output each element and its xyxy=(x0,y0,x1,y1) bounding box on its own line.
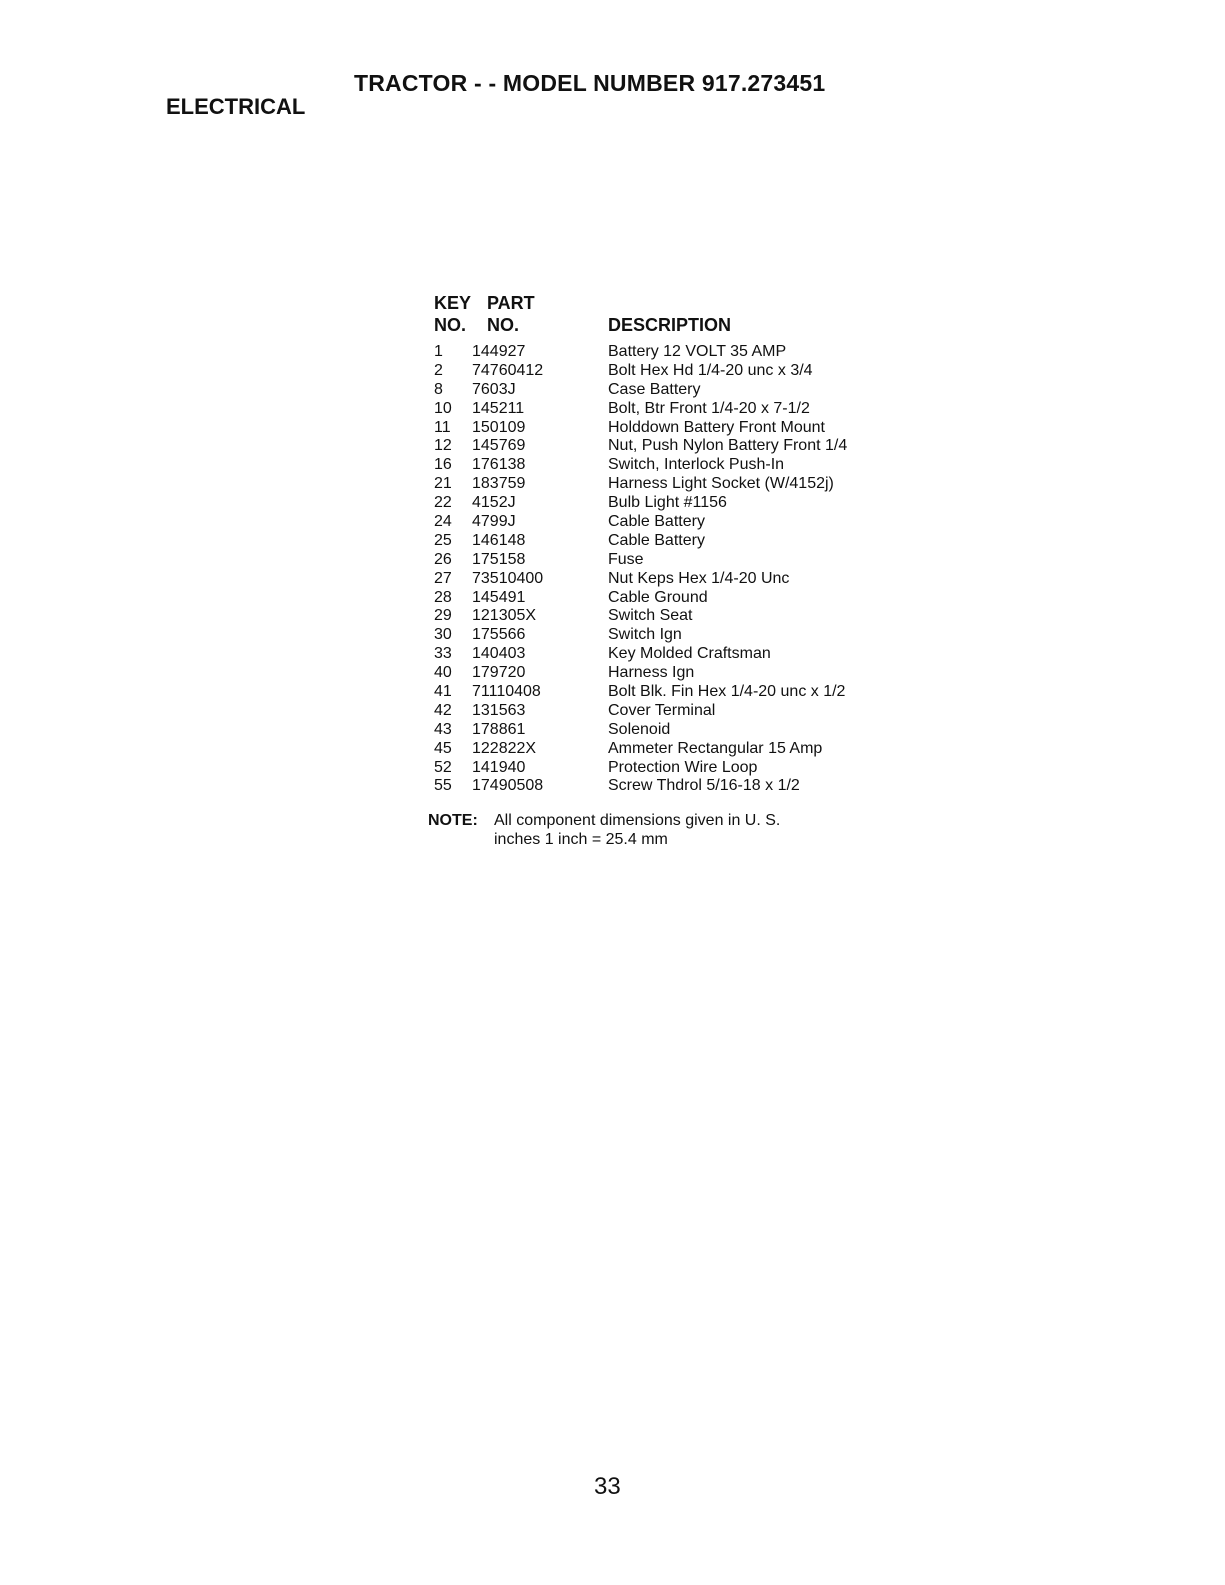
part-no: 141940 xyxy=(472,758,526,776)
part-description: Case Battery xyxy=(608,380,701,398)
part-description: Battery 12 VOLT 35 AMP xyxy=(608,343,787,360)
part-description: Cover Terminal xyxy=(608,701,716,719)
part-description: Holddown Battery Front Mount xyxy=(608,418,825,436)
section-title: ELECTRICAL xyxy=(166,94,306,119)
part-no: 176138 xyxy=(472,456,526,474)
part-no: 150109 xyxy=(472,418,526,436)
key-header-line2: NO. xyxy=(434,315,467,335)
key-no: 29 xyxy=(434,607,452,625)
key-no: 1 xyxy=(434,343,443,360)
part-description: Cable Battery xyxy=(608,513,705,531)
part-header-line2: NO. xyxy=(487,315,520,335)
key-no: 8 xyxy=(434,380,443,398)
part-description: Harness Ign xyxy=(608,664,695,682)
part-description: Fuse xyxy=(608,550,644,568)
key-no: 45 xyxy=(434,739,452,757)
key-no: 21 xyxy=(434,475,452,493)
part-no: 140403 xyxy=(472,645,526,663)
part-no: 131563 xyxy=(472,701,526,719)
part-header-line1: PART xyxy=(487,293,535,313)
part-no: 175158 xyxy=(472,550,526,568)
part-description: Bulb Light #1156 xyxy=(608,494,727,512)
part-description: Protection Wire Loop xyxy=(608,758,758,776)
part-no: 145211 xyxy=(472,399,525,417)
part-no: 144927 xyxy=(472,343,526,360)
part-description: Solenoid xyxy=(608,720,671,738)
part-description: Bolt Blk. Fin Hex 1/4-20 unc x 1/2 xyxy=(608,683,846,701)
part-description: Cable Ground xyxy=(608,588,708,606)
part-description: Switch Seat xyxy=(608,607,693,625)
key-no: 11 xyxy=(434,418,451,436)
part-description: Bolt Hex Hd 1/4-20 unc x 3/4 xyxy=(608,361,813,379)
key-no: 25 xyxy=(434,531,452,549)
part-no: 175566 xyxy=(472,626,526,644)
part-description: Screw Thdrol 5/16-18 x 1/2 xyxy=(608,777,800,795)
part-no: 145769 xyxy=(472,437,526,455)
key-no: 24 xyxy=(434,513,452,531)
key-no: 26 xyxy=(434,550,452,568)
part-no: 122822X xyxy=(472,739,537,757)
part-description: Harness Light Socket (W/4152j) xyxy=(608,475,834,493)
key-no: 10 xyxy=(434,399,452,417)
key-no: 40 xyxy=(434,664,452,682)
part-description: Key Molded Craftsman xyxy=(608,645,771,663)
part-no: 4152J xyxy=(472,494,516,512)
note-label: NOTE: xyxy=(428,812,478,829)
part-description: Nut, Push Nylon Battery Front 1/4 xyxy=(608,437,848,455)
key-no: 12 xyxy=(434,437,452,455)
part-no: 17490508 xyxy=(472,777,544,795)
key-no: 16 xyxy=(434,456,452,474)
page-number: 33 xyxy=(594,1473,621,1500)
key-no: 43 xyxy=(434,720,452,738)
part-no: 7603J xyxy=(472,380,516,398)
key-no: 52 xyxy=(434,758,452,776)
key-no: 55 xyxy=(434,777,452,795)
part-description: Cable Battery xyxy=(608,531,705,549)
part-no: 178861 xyxy=(472,720,526,738)
key-no: 30 xyxy=(434,626,452,644)
page-title: TRACTOR - - MODEL NUMBER 917.273451 xyxy=(354,70,826,96)
note-line-1: All component dimensions given in U. S. xyxy=(494,812,781,829)
part-no: 146148 xyxy=(472,531,526,549)
part-no: 179720 xyxy=(472,664,526,682)
key-header-line1: KEY xyxy=(434,293,472,313)
key-no: 2 xyxy=(434,361,443,379)
part-no: 121305X xyxy=(472,607,537,625)
part-no: 183759 xyxy=(472,475,526,493)
part-description: Bolt, Btr Front 1/4-20 x 7-1/2 xyxy=(608,399,810,417)
part-description: Switch, Interlock Push-In xyxy=(608,456,785,474)
part-no: 4799J xyxy=(472,513,516,531)
key-no: 28 xyxy=(434,588,452,606)
key-no: 42 xyxy=(434,701,452,719)
key-no: 27 xyxy=(434,569,452,587)
key-no: 22 xyxy=(434,494,452,512)
part-description: Nut Keps Hex 1/4-20 Unc xyxy=(608,569,790,587)
part-no: 145491 xyxy=(472,588,526,606)
part-no: 74760412 xyxy=(472,361,544,379)
note-line-2: inches 1 inch = 25.4 mm xyxy=(494,831,668,848)
part-description: Ammeter Rectangular 15 Amp xyxy=(608,739,823,757)
part-no: 73510400 xyxy=(472,569,544,587)
description-header: DESCRIPTION xyxy=(608,315,732,335)
part-description: Switch Ign xyxy=(608,626,682,644)
key-no: 33 xyxy=(434,645,452,663)
part-no: 71110408 xyxy=(472,683,541,701)
key-no: 41 xyxy=(434,683,452,701)
